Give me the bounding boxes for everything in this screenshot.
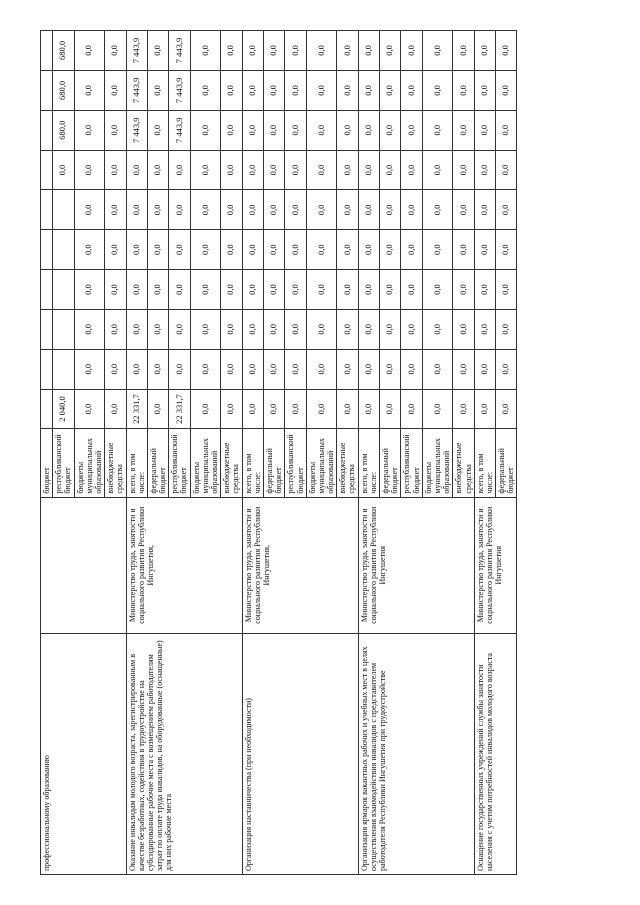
value-cell: 0,0	[190, 349, 221, 389]
funding-source: федеральный бюджет	[263, 429, 284, 497]
value-cell: 0,0	[263, 230, 284, 270]
value-cell: 0,0	[105, 190, 126, 230]
value-cell: 7 443,9	[126, 70, 147, 110]
value-cell: 0,0	[496, 389, 517, 429]
value-cell: 0,0	[242, 70, 263, 110]
value-cell: 0,0	[474, 190, 495, 230]
value-cell: 7 443,9	[126, 31, 147, 71]
value-cell: 0,0	[190, 389, 221, 429]
value-cell	[41, 230, 53, 270]
value-cell: 7 443,9	[169, 70, 190, 110]
value-cell: 0,0	[242, 230, 263, 270]
value-cell: 0,0	[453, 190, 474, 230]
value-cell: 0,0	[380, 190, 401, 230]
value-cell: 0,0	[306, 31, 337, 71]
value-cell: 0,0	[221, 31, 242, 71]
value-cell: 0,0	[337, 150, 358, 190]
value-cell: 0,0	[337, 309, 358, 349]
funding-source: республиканский бюджет	[169, 429, 190, 497]
value-cell: 0,0	[126, 270, 147, 310]
value-cell: 0,0	[285, 31, 306, 71]
value-cell: 0,0	[126, 349, 147, 389]
value-cell: 0,0	[358, 270, 379, 310]
value-cell: 0,0	[453, 270, 474, 310]
value-cell: 0,0	[285, 110, 306, 150]
row-description: Оснащение государственных учреждений службы занятости населения с учетом потребностей инвалидов молодого возраста	[474, 633, 517, 874]
value-cell	[53, 190, 74, 230]
value-cell: 0,0	[263, 31, 284, 71]
value-cell: 0,0	[105, 230, 126, 270]
value-cell: 0,0	[401, 70, 422, 110]
value-cell: 0,0	[242, 270, 263, 310]
value-cell: 0,0	[169, 150, 190, 190]
value-cell: 0,0	[263, 70, 284, 110]
value-cell: 0,0	[74, 309, 105, 349]
value-cell: 0,0	[74, 31, 105, 71]
table-row	[41, 31, 53, 875]
funding-source: республиканский бюджет	[401, 429, 422, 497]
row-responsible: Министерство труда, занятости и социального развития Республики Ингушетия,	[126, 497, 242, 633]
funding-source: внебюджетные средства	[337, 429, 358, 497]
funding-source: федеральный бюджет	[496, 429, 517, 497]
value-cell: 0,0	[337, 270, 358, 310]
value-cell: 2 040,0	[53, 389, 74, 429]
value-cell	[41, 31, 53, 71]
value-cell: 0,0	[358, 389, 379, 429]
funding-source: всего, в том числе:	[242, 429, 263, 497]
value-cell: 0,0	[190, 70, 221, 110]
value-cell: 0,0	[453, 309, 474, 349]
value-cell: 0,0	[401, 349, 422, 389]
value-cell: 0,0	[263, 110, 284, 150]
value-cell: 0,0	[147, 150, 168, 190]
value-cell: 0,0	[221, 309, 242, 349]
value-cell: 680,0	[53, 110, 74, 150]
value-cell: 0,0	[169, 349, 190, 389]
row-description: Оказание инвалидам молодого возраста, зарегистрированным в качестве безработных, содействия в трудоустройстве на субсидированные рабочие места с возмещением работодателям затрат по оплате труда инвалидов, на оборудованные (оснащенные) для них рабочие места	[126, 633, 242, 874]
value-cell: 0,0	[474, 31, 495, 71]
value-cell: 0,0	[337, 190, 358, 230]
value-cell: 0,0	[74, 190, 105, 230]
value-cell: 0,0	[147, 110, 168, 150]
value-cell: 0,0	[147, 31, 168, 71]
funding-source: бюджет	[41, 429, 53, 497]
value-cell: 0,0	[190, 150, 221, 190]
value-cell: 0,0	[105, 70, 126, 110]
value-cell: 0,0	[190, 110, 221, 150]
value-cell: 0,0	[53, 150, 74, 190]
value-cell: 0,0	[147, 230, 168, 270]
value-cell: 0,0	[126, 230, 147, 270]
value-cell: 0,0	[126, 150, 147, 190]
value-cell: 0,0	[358, 70, 379, 110]
value-cell: 0,0	[74, 349, 105, 389]
value-cell: 0,0	[221, 230, 242, 270]
value-cell: 0,0	[306, 110, 337, 150]
value-cell: 0,0	[496, 70, 517, 110]
value-cell: 0,0	[306, 230, 337, 270]
value-cell: 0,0	[169, 190, 190, 230]
value-cell: 0,0	[380, 270, 401, 310]
value-cell: 0,0	[306, 150, 337, 190]
value-cell: 0,0	[422, 31, 453, 71]
value-cell: 0,0	[169, 270, 190, 310]
value-cell: 0,0	[221, 190, 242, 230]
value-cell: 0,0	[74, 110, 105, 150]
table-row	[358, 31, 379, 875]
value-cell: 0,0	[221, 389, 242, 429]
value-cell: 0,0	[242, 389, 263, 429]
value-cell: 7 443,9	[169, 110, 190, 150]
value-cell: 0,0	[422, 150, 453, 190]
funding-source: бюджеты муниципальных образований	[422, 429, 453, 497]
value-cell: 0,0	[190, 190, 221, 230]
value-cell: 0,0	[242, 349, 263, 389]
table-row	[242, 31, 263, 875]
budget-table	[40, 30, 517, 875]
value-cell: 0,0	[401, 31, 422, 71]
value-cell: 0,0	[422, 70, 453, 110]
value-cell: 0,0	[242, 110, 263, 150]
row-responsible: Министерство труда, занятости и социального развития Республики Ингушетия	[358, 497, 474, 633]
value-cell: 0,0	[105, 349, 126, 389]
value-cell: 0,0	[190, 31, 221, 71]
value-cell: 0,0	[401, 309, 422, 349]
value-cell: 0,0	[380, 31, 401, 71]
value-cell: 0,0	[242, 309, 263, 349]
value-cell: 0,0	[337, 110, 358, 150]
value-cell: 0,0	[496, 309, 517, 349]
value-cell: 22 331,7	[126, 389, 147, 429]
value-cell: 0,0	[474, 70, 495, 110]
value-cell: 0,0	[263, 190, 284, 230]
value-cell: 0,0	[496, 190, 517, 230]
value-cell: 0,0	[105, 31, 126, 71]
value-cell	[53, 270, 74, 310]
value-cell	[53, 230, 74, 270]
funding-source: бюджеты муниципальных образований	[306, 429, 337, 497]
funding-source: республиканский бюджет	[53, 429, 74, 497]
value-cell: 0,0	[147, 389, 168, 429]
value-cell: 0,0	[474, 389, 495, 429]
value-cell: 22 331,7	[169, 389, 190, 429]
value-cell: 0,0	[221, 70, 242, 110]
funding-source: внебюджетные средства	[453, 429, 474, 497]
value-cell: 0,0	[190, 270, 221, 310]
value-cell: 0,0	[306, 70, 337, 110]
value-cell: 0,0	[380, 230, 401, 270]
value-cell: 0,0	[474, 110, 495, 150]
value-cell: 0,0	[285, 150, 306, 190]
value-cell: 0,0	[285, 70, 306, 110]
table-row	[126, 31, 147, 875]
value-cell: 0,0	[358, 110, 379, 150]
value-cell	[53, 349, 74, 389]
funding-source: внебюджетные средства	[221, 429, 242, 497]
value-cell: 0,0	[453, 70, 474, 110]
value-cell: 680,0	[53, 70, 74, 110]
value-cell: 0,0	[496, 270, 517, 310]
value-cell	[41, 150, 53, 190]
value-cell: 0,0	[358, 309, 379, 349]
value-cell	[41, 70, 53, 110]
value-cell: 0,0	[380, 309, 401, 349]
value-cell	[41, 349, 53, 389]
row-description: Организация наставничества (при необходимости)	[242, 633, 358, 874]
value-cell	[41, 389, 53, 429]
value-cell: 0,0	[453, 150, 474, 190]
value-cell: 0,0	[221, 270, 242, 310]
value-cell	[53, 309, 74, 349]
value-cell: 0,0	[221, 349, 242, 389]
value-cell: 0,0	[496, 349, 517, 389]
page	[40, 30, 620, 875]
value-cell: 0,0	[422, 309, 453, 349]
value-cell: 0,0	[474, 230, 495, 270]
value-cell: 0,0	[337, 349, 358, 389]
value-cell: 680,0	[53, 31, 74, 71]
value-cell: 0,0	[358, 349, 379, 389]
value-cell: 0,0	[74, 70, 105, 110]
value-cell: 0,0	[105, 110, 126, 150]
value-cell: 0,0	[453, 230, 474, 270]
value-cell: 0,0	[147, 190, 168, 230]
value-cell: 0,0	[337, 230, 358, 270]
row-description: Организация ярмарок вакантных рабочих и учебных мест в целях осуществления взаимодействия инвалидов с представителем работодателя Республики Ингушетия при трудоустройстве	[358, 633, 474, 874]
value-cell: 0,0	[358, 150, 379, 190]
row-description: профессиональному образованию	[41, 633, 127, 874]
value-cell	[41, 309, 53, 349]
row-responsible: Министерство труда, занятости и социального развития Республики Ингушетия,	[242, 497, 358, 633]
value-cell: 0,0	[422, 270, 453, 310]
value-cell: 0,0	[285, 270, 306, 310]
funding-source: бюджеты муниципальных образований	[190, 429, 221, 497]
funding-source: всего, в том числе:	[126, 429, 147, 497]
value-cell: 0,0	[263, 309, 284, 349]
value-cell: 0,0	[169, 309, 190, 349]
value-cell: 0,0	[358, 230, 379, 270]
row-responsible	[41, 497, 127, 633]
row-responsible: Министерство труда, занятости и социального развития Республики Ингушетия	[474, 497, 517, 633]
funding-source: федеральный бюджет	[147, 429, 168, 497]
value-cell: 0,0	[380, 110, 401, 150]
value-cell: 0,0	[380, 389, 401, 429]
funding-source: всего, в том числе:	[474, 429, 495, 497]
value-cell: 0,0	[147, 349, 168, 389]
value-cell: 0,0	[74, 389, 105, 429]
value-cell: 0,0	[306, 389, 337, 429]
value-cell: 0,0	[285, 190, 306, 230]
value-cell: 0,0	[105, 270, 126, 310]
value-cell: 0,0	[105, 150, 126, 190]
value-cell: 0,0	[401, 150, 422, 190]
value-cell: 0,0	[496, 31, 517, 71]
value-cell: 7 443,9	[126, 110, 147, 150]
value-cell: 0,0	[337, 31, 358, 71]
value-cell: 0,0	[105, 389, 126, 429]
value-cell: 0,0	[358, 31, 379, 71]
funding-source: республиканский бюджет	[285, 429, 306, 497]
value-cell: 0,0	[401, 190, 422, 230]
value-cell: 0,0	[380, 70, 401, 110]
funding-source: внебюджетные средства	[105, 429, 126, 497]
value-cell: 0,0	[147, 309, 168, 349]
value-cell: 0,0	[306, 349, 337, 389]
value-cell: 0,0	[474, 309, 495, 349]
value-cell: 0,0	[263, 389, 284, 429]
value-cell: 0,0	[285, 309, 306, 349]
value-cell: 0,0	[474, 349, 495, 389]
value-cell: 0,0	[242, 190, 263, 230]
value-cell: 0,0	[496, 230, 517, 270]
value-cell: 0,0	[401, 230, 422, 270]
value-cell: 0,0	[358, 190, 379, 230]
value-cell: 0,0	[306, 270, 337, 310]
value-cell: 0,0	[496, 110, 517, 150]
funding-source: федеральный бюджет	[380, 429, 401, 497]
table-row	[474, 31, 495, 875]
value-cell: 0,0	[147, 70, 168, 110]
value-cell: 0,0	[285, 349, 306, 389]
value-cell: 0,0	[306, 309, 337, 349]
value-cell: 0,0	[453, 389, 474, 429]
value-cell: 0,0	[74, 230, 105, 270]
value-cell: 0,0	[422, 389, 453, 429]
value-cell: 0,0	[221, 150, 242, 190]
value-cell: 0,0	[337, 389, 358, 429]
value-cell: 0,0	[496, 150, 517, 190]
value-cell: 0,0	[221, 110, 242, 150]
value-cell: 0,0	[422, 190, 453, 230]
value-cell: 0,0	[453, 110, 474, 150]
value-cell: 0,0	[147, 270, 168, 310]
value-cell: 0,0	[474, 270, 495, 310]
value-cell	[41, 110, 53, 150]
value-cell: 0,0	[306, 190, 337, 230]
value-cell: 0,0	[105, 309, 126, 349]
funding-source: всего, в том числе:	[358, 429, 379, 497]
value-cell: 0,0	[263, 150, 284, 190]
value-cell	[41, 270, 53, 310]
value-cell: 0,0	[422, 230, 453, 270]
value-cell: 0,0	[169, 230, 190, 270]
value-cell: 0,0	[453, 349, 474, 389]
value-cell: 0,0	[74, 270, 105, 310]
value-cell: 0,0	[285, 389, 306, 429]
value-cell: 0,0	[453, 31, 474, 71]
value-cell: 0,0	[242, 150, 263, 190]
value-cell: 0,0	[380, 150, 401, 190]
value-cell: 0,0	[337, 70, 358, 110]
value-cell: 0,0	[285, 230, 306, 270]
value-cell: 0,0	[263, 349, 284, 389]
value-cell: 0,0	[190, 230, 221, 270]
value-cell: 0,0	[474, 150, 495, 190]
rotated-table-container	[40, 30, 620, 875]
value-cell: 0,0	[380, 349, 401, 389]
value-cell: 0,0	[401, 270, 422, 310]
value-cell: 0,0	[422, 349, 453, 389]
value-cell: 0,0	[422, 110, 453, 150]
value-cell: 0,0	[190, 309, 221, 349]
value-cell: 0,0	[242, 31, 263, 71]
value-cell: 0,0	[401, 389, 422, 429]
value-cell: 0,0	[263, 270, 284, 310]
value-cell: 0,0	[126, 309, 147, 349]
value-cell: 0,0	[74, 150, 105, 190]
value-cell: 0,0	[126, 190, 147, 230]
value-cell: 0,0	[401, 110, 422, 150]
value-cell: 7 443,9	[169, 31, 190, 71]
value-cell	[41, 190, 53, 230]
funding-source: бюджеты муниципальных образований	[74, 429, 105, 497]
